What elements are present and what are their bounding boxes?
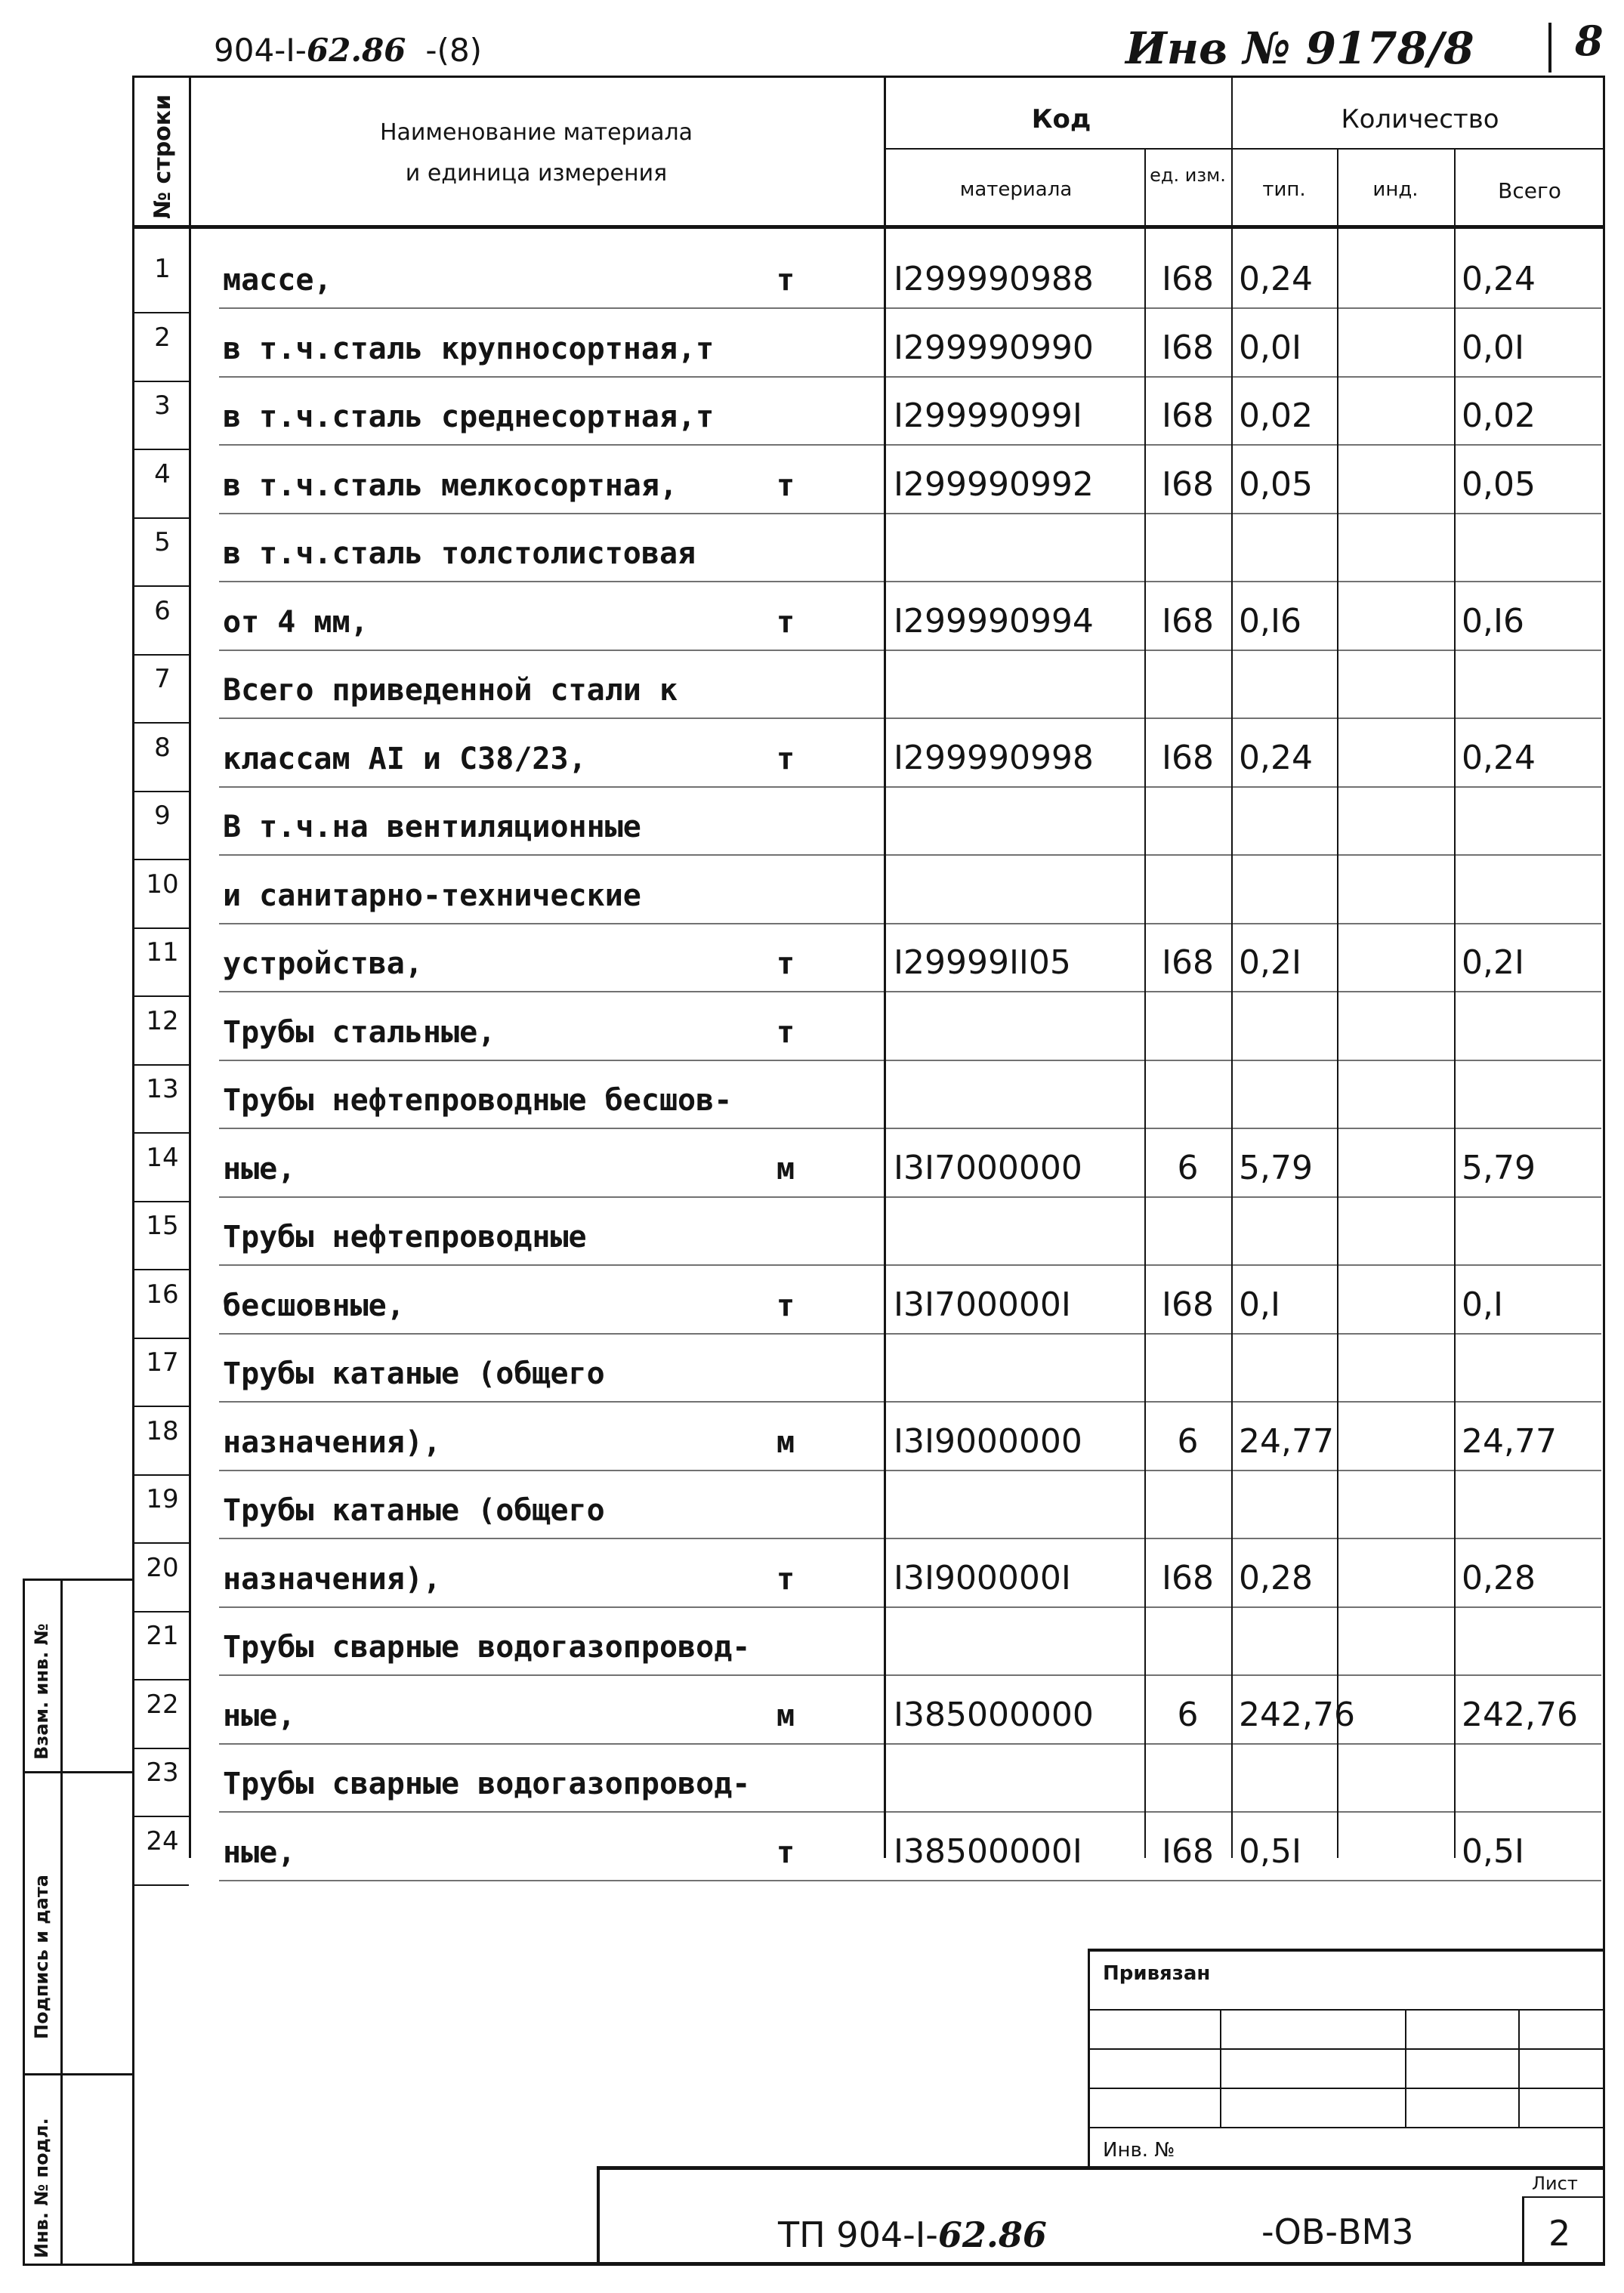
row-number: 11: [146, 937, 179, 968]
row-number: 22: [146, 1690, 179, 1720]
side-inv-podl: Инв. № подл.: [31, 2118, 52, 2258]
col-qty-header: Количество: [1341, 104, 1499, 134]
row-name: ные,: [223, 1699, 296, 1733]
row-material-code: I29999II05: [894, 943, 1071, 982]
doc-code-hand: 62.86: [306, 32, 406, 69]
row-number: 14: [146, 1143, 179, 1173]
row-number: 16: [146, 1279, 179, 1310]
row-unit: т: [776, 742, 795, 776]
row-name: Трубы катаные (общего: [223, 1493, 605, 1528]
row-qty-total: 0,24: [1462, 260, 1536, 298]
row-qty-typ: 0,24: [1239, 739, 1313, 777]
table-row: [0, 1753, 1624, 1822]
row-material-code: I299990998: [894, 739, 1094, 777]
row-unit-code: I68: [1162, 329, 1214, 367]
row-qty-typ: 0,24: [1239, 260, 1313, 298]
document-title: [778, 2214, 1047, 2255]
table-row: [0, 1206, 1624, 1275]
table-row: [0, 865, 1624, 934]
row-name: Всего приведенной стали к: [223, 673, 678, 708]
inventory-number-handwritten: Инв № 9178/8: [1125, 23, 1474, 74]
row-unit: т: [776, 1015, 795, 1050]
row-unit: т: [776, 605, 795, 640]
row-name: Трубы катаные (общего: [223, 1356, 605, 1391]
row-unit-code: 6: [1177, 1422, 1199, 1461]
row-material-code: I299990988: [894, 260, 1094, 298]
row-unit-code: I68: [1162, 260, 1214, 298]
sub-unit-header: ед. изм.: [1150, 165, 1226, 186]
row-unit: т: [776, 468, 795, 503]
row-number: 1: [154, 254, 171, 284]
col-name-header-line1: Наименование материала: [379, 119, 693, 146]
row-number: 2: [154, 323, 171, 353]
row-name: Трубы нефтепроводные: [223, 1220, 587, 1255]
row-number: 15: [146, 1211, 179, 1241]
row-unit: т: [776, 1835, 795, 1870]
list-number: 2: [1548, 2213, 1571, 2254]
row-number: 6: [154, 596, 171, 626]
row-unit: м: [776, 1699, 795, 1733]
row-qty-total: 0,5I: [1462, 1832, 1524, 1871]
table-row: [0, 455, 1624, 523]
row-unit: м: [776, 1152, 795, 1187]
row-number: 12: [146, 1006, 179, 1036]
table-row: [0, 659, 1624, 728]
row-number: 18: [146, 1416, 179, 1446]
row-qty-total: 5,79: [1462, 1149, 1536, 1187]
row-name: ные,: [223, 1152, 296, 1187]
row-material-code: I38500000I: [894, 1832, 1082, 1871]
row-unit-code: I68: [1162, 397, 1214, 435]
row-material-code: I3I9000000: [894, 1422, 1082, 1461]
row-name: бесшовные,: [223, 1288, 405, 1323]
row-unit-code: I68: [1162, 739, 1214, 777]
table-row: [0, 1343, 1624, 1412]
privyazan-label: Привязан: [1103, 1962, 1211, 1985]
row-qty-total: 0,I: [1462, 1285, 1503, 1324]
row-number: 20: [146, 1553, 179, 1583]
row-qty-typ: 24,77: [1239, 1422, 1334, 1461]
table-row: [0, 1480, 1624, 1548]
row-name: в т.ч.сталь мелкосортная,: [223, 468, 678, 503]
row-qty-typ: 0,I6: [1239, 602, 1301, 640]
row-qty-typ: 0,I: [1239, 1285, 1280, 1324]
row-material-code: I299990994: [894, 602, 1094, 640]
row-unit-code: 6: [1177, 1149, 1199, 1187]
row-number: 4: [154, 459, 171, 489]
row-number: 5: [154, 527, 171, 557]
row-name: массе,: [223, 263, 332, 298]
row-number: 23: [146, 1758, 179, 1788]
row-name: в т.ч.сталь среднесортная,т: [223, 400, 715, 434]
side-podpis-data: Подпись и дата: [31, 1875, 52, 2039]
row-material-code: I3I7000000: [894, 1149, 1082, 1187]
document-title-prefix: ТП 904-I-: [778, 2214, 938, 2255]
row-name: и санитарно-технические: [223, 878, 641, 913]
row-number: 10: [146, 869, 179, 900]
row-number: 19: [146, 1484, 179, 1514]
row-name: Трубы стальные,: [223, 1015, 496, 1050]
side-vzam-inv: Взам. инв. №: [31, 1623, 52, 1760]
row-qty-total: 0,05: [1462, 465, 1536, 504]
row-name: назначения),: [223, 1425, 441, 1460]
row-number: 7: [154, 664, 171, 694]
row-qty-typ: 0,28: [1239, 1559, 1313, 1597]
row-unit-code: I68: [1162, 1559, 1214, 1597]
row-name: назначения),: [223, 1562, 441, 1597]
table-row: [0, 1412, 1624, 1480]
table-row: [0, 1275, 1624, 1344]
page-number-handwritten: 8: [1575, 17, 1604, 65]
row-name: ные,: [223, 1835, 296, 1870]
table-row: [0, 318, 1624, 387]
row-qty-typ: 0,2I: [1239, 943, 1301, 982]
row-qty-total: 24,77: [1462, 1422, 1557, 1461]
table-row: [0, 386, 1624, 455]
table-row: [0, 249, 1624, 318]
table-row: [0, 1822, 1624, 1890]
row-qty-total: 0,I6: [1462, 602, 1524, 640]
sub-material-header: материала: [959, 178, 1073, 201]
row-name: Трубы нефтепроводные бесшов-: [223, 1083, 733, 1118]
row-qty-total: 242,76: [1462, 1696, 1578, 1734]
table-row: [0, 523, 1624, 591]
doc-code-prefix: 904-I-: [214, 32, 307, 69]
row-name: Трубы сварные водогазопровод-: [223, 1630, 751, 1665]
row-unit-code: 6: [1177, 1696, 1199, 1734]
col-name-header-line2: и единица измерения: [405, 160, 668, 187]
table-row: [0, 1001, 1624, 1070]
row-name: в т.ч.сталь крупносортная,т: [223, 332, 715, 366]
row-name: устройства,: [223, 946, 423, 981]
table-row: [0, 933, 1624, 1001]
table-row: [0, 796, 1624, 865]
sub-total-header: Всего: [1498, 178, 1561, 203]
row-number: 24: [146, 1826, 179, 1856]
row-qty-typ: 0,5I: [1239, 1832, 1301, 1871]
row-material-code: I299990992: [894, 465, 1094, 504]
row-name: Трубы сварные водогазопровод-: [223, 1767, 751, 1801]
table-row: [0, 591, 1624, 660]
row-unit-code: I68: [1162, 602, 1214, 640]
doc-code-suffix: -(8): [425, 32, 483, 69]
list-label: Лист: [1532, 2173, 1578, 2194]
row-unit-code: I68: [1162, 943, 1214, 982]
row-qty-total: 0,0I: [1462, 329, 1524, 367]
row-number: 21: [146, 1621, 179, 1651]
row-name: в т.ч.сталь толстолистовая: [223, 536, 696, 571]
row-number: 8: [154, 733, 171, 763]
row-number: 9: [154, 801, 171, 831]
stamp-inv-no-label: Инв. №: [1103, 2139, 1175, 2162]
row-name: В т.ч.на вентиляционные: [223, 810, 641, 844]
row-qty-typ: 242,76: [1239, 1696, 1355, 1734]
row-material-code: I385000000: [894, 1696, 1094, 1734]
row-material-code: I299990990: [894, 329, 1094, 367]
document-title-suffix: -ОВ-ВМ3: [1261, 2211, 1414, 2252]
row-material-code: I3I700000I: [894, 1285, 1071, 1324]
row-unit-code: I68: [1162, 1285, 1214, 1324]
doc-code: [214, 32, 482, 69]
table-row: [0, 1685, 1624, 1754]
row-number: 17: [146, 1347, 179, 1378]
row-material-code: I3I900000I: [894, 1559, 1071, 1597]
row-qty-total: 0,24: [1462, 739, 1536, 777]
sub-typ-header: тип.: [1262, 178, 1306, 201]
row-qty-typ: 0,0I: [1239, 329, 1301, 367]
row-qty-typ: 0,05: [1239, 465, 1313, 504]
row-name: классам AI и C38/23,: [223, 742, 587, 776]
row-qty-total: 0,2I: [1462, 943, 1524, 982]
table-row: [0, 1548, 1624, 1617]
table-row: [0, 1616, 1624, 1685]
row-qty-typ: 5,79: [1239, 1149, 1313, 1187]
col-row-no-header: № строки: [150, 94, 176, 219]
row-unit-code: I68: [1162, 1832, 1214, 1871]
col-code-header: Код: [1031, 104, 1091, 134]
row-qty-typ: 0,02: [1239, 397, 1313, 435]
row-number: 3: [154, 390, 171, 421]
row-unit: т: [776, 1288, 795, 1323]
table-row: [0, 1069, 1624, 1138]
sub-ind-header: инд.: [1372, 178, 1419, 201]
row-number: 13: [146, 1074, 179, 1104]
row-unit: т: [776, 263, 795, 298]
row-unit: т: [776, 1562, 795, 1597]
row-qty-total: 0,28: [1462, 1559, 1536, 1597]
row-unit-code: I68: [1162, 465, 1214, 504]
document-title-hand: 62.86: [937, 2214, 1047, 2255]
row-name: от 4 мм,: [223, 605, 369, 640]
table-row: [0, 1138, 1624, 1207]
row-qty-total: 0,02: [1462, 397, 1536, 435]
row-material-code: I29999099I: [894, 397, 1082, 435]
row-unit: т: [776, 946, 795, 981]
row-unit: м: [776, 1425, 795, 1460]
table-row: [0, 728, 1624, 797]
